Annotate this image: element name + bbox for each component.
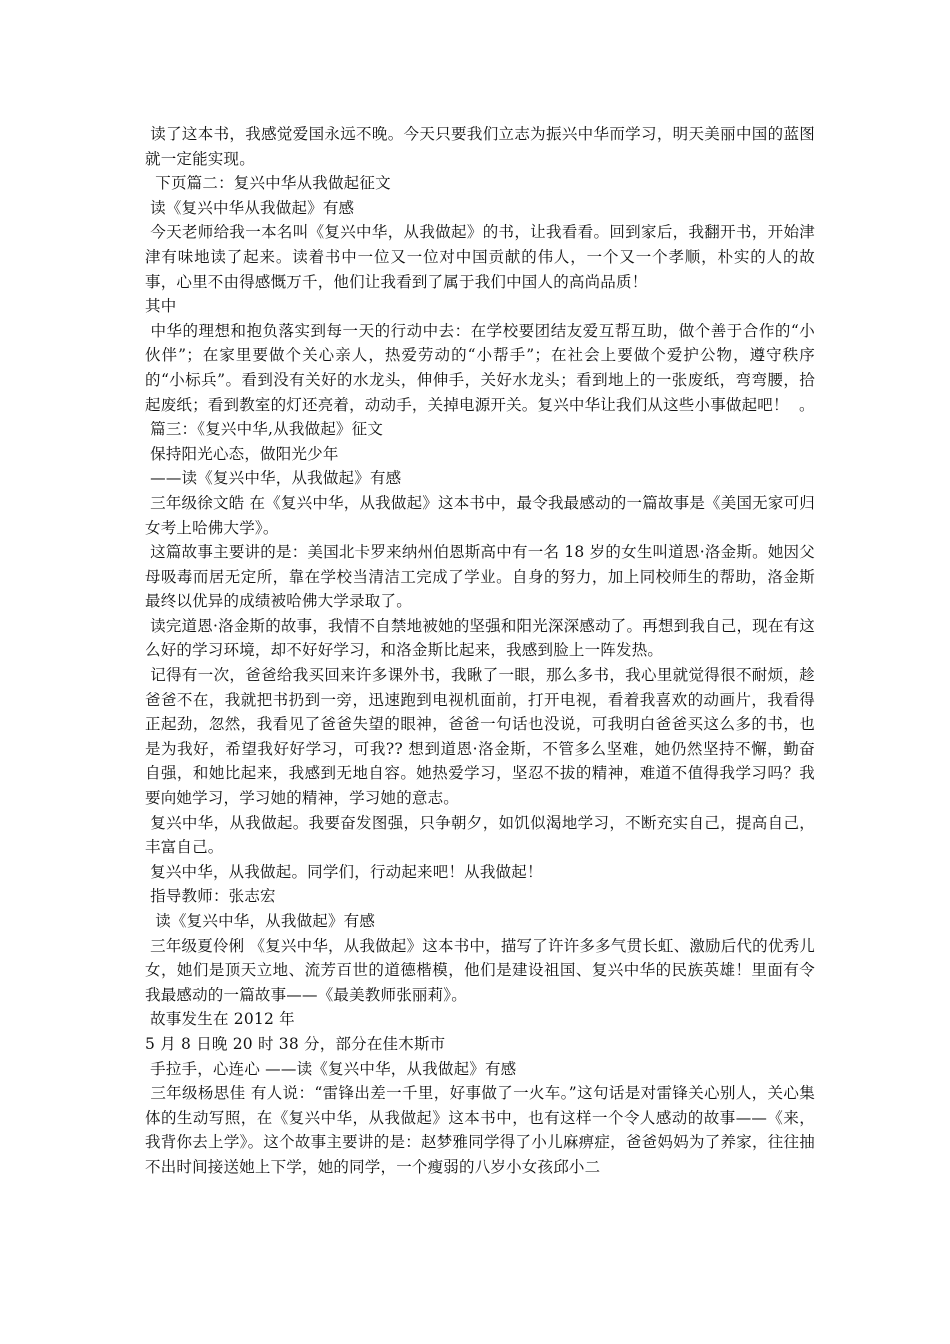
essay-title: 读《复兴中华，从我做起》有感 [145, 912, 376, 930]
essay-subtitle: ——读《复兴中华，从我做起》有感 [145, 469, 402, 488]
paragraph: 其中 [145, 297, 177, 316]
paragraph: 故事发生在 2012 年 [145, 1010, 295, 1029]
paragraph: 中华的理想和抱负落实到每一天的行动中去：在学校要团结友爱互帮互助，做个善于合作的“小伙伴”；在家里要做个关心亲人，热爱劳动的“小帮手”；在社会上要做个爱护公物，遵守秩序的“小标兵”。看到没有关好的水龙头，伸伸手，关好水龙头；看到地上的一张废纸，弯弯腰，拾起废纸；看到教室的灯还亮着，动动手，关掉电源开关。复兴中华让我们从这些小事做起吧！ 。 [145, 321, 815, 414]
paragraph: 今天老师给我一本名叫《复兴中华，从我做起》的书，让我看看。回到家后，我翻开书，开始津津有味地读了起来。读着书中一位又一位对中国贡献的伟人，一个又一个孝顺，朴实的人的故事，心里不由得感慨万千，他们让我看到了属于我们中国人的高尚品质！ [145, 223, 815, 291]
paragraph: 读完道恩·洛金斯的故事，我情不自禁地被她的坚强和阳光深深感动了。再想到我自己，现在有这么好的学习环境，却不好好学习，和洛金斯比起来，我感到脸上一阵发热。 [145, 616, 815, 660]
section-heading: 篇三：《复兴中华,从我做起》征文 [145, 420, 384, 439]
section-heading: 下页篇二：复兴中华从我做起征文 [145, 174, 391, 193]
paragraph: 读了这本书，我感觉爱国永远不晚。今天只要我们立志为振兴中华而学习，明天美丽中国的蓝图就一定能实现。 [145, 125, 815, 168]
document-body [145, 122, 815, 1180]
paragraph: 复兴中华，从我做起。我要奋发图强，只争朝夕，如饥似渴地学习，不断充实自己，提高自己，丰富自己。 [145, 813, 815, 857]
paragraph: 三年级杨思佳 有人说：“雷锋出差一千里，好事做了一火车。”这句话是对雷锋关心别人，关心集体的生动写照，在《复兴中华，从我做起》这本书中，也有这样一个令人感动的故事——《来，我背你去上学》。这个故事主要讲的是：赵梦雅同学得了小儿麻痹症，爸爸妈妈为了养家，往往抽不出时间接送她上下学，她的同学，一个瘦弱的八岁小女孩邱小二 [145, 1084, 816, 1176]
essay-title: 保持阳光心态，做阳光少年 [145, 444, 339, 463]
paragraph: 5 月 8 日晚 20 时 38 分，部分在佳木斯市 [145, 1034, 446, 1053]
paragraph: 复兴中华，从我做起。同学们，行动起来吧！从我做起！ [145, 862, 543, 881]
paragraph: 三年级徐文皓 在《复兴中华，从我做起》这本书中，最令我最感动的一篇故事是《美国无家可归女考上哈佛大学》。 [145, 493, 815, 537]
essay-title: 手拉手，心连心 ——读《复兴中华，从我做起》有感 [145, 1059, 517, 1078]
paragraph: 三年级夏伶俐 《复兴中华，从我做起》这本书中，描写了许许多多气贯长虹、激励后代的优秀儿女，她们是顶天立地、流芳百世的道德楷模，他们是建设祖国、复兴中华的民族英雄！里面有令我最感动的一篇故事——《最美教师张丽莉》。 [145, 936, 815, 1004]
paragraph: 记得有一次，爸爸给我买回来许多课外书，我瞅了一眼，那么多书，我心里就觉得很不耐烦，趁爸爸不在，我就把书扔到一旁，迅速跑到电视机面前，打开电视，看着我喜欢的动画片，我看得正起劲，忽然，我看见了爸爸失望的眼神，爸爸一句话也没说，可我明白爸爸买这么多的书，也是为我好，希望我好好学习，可我?? 想到道恩·洛金斯，不管多么坚难，她仍然坚持不懈，勤奋自强，和她比起来，我感到无地自容。她热爱学习，坚忍不拔的精神，难道不值得我学习吗？我要向她学习，学习她的精神，学习她的意志。 [145, 666, 815, 808]
essay-title: 读《复兴中华从我做起》有感 [145, 198, 355, 217]
paragraph: 这篇故事主要讲的是：美国北卡罗来纳州伯恩斯高中有一名 18 岁的女生叫道恩·洛金斯。她因父母吸毒而居无定所，靠在学校当清洁工完成了学业。自身的努力，加上同校师生的帮助，洛金斯最终以优异的成绩被哈佛大学录取了。 [145, 543, 815, 611]
teacher-credit: 指导教师：张志宏 [145, 887, 276, 906]
